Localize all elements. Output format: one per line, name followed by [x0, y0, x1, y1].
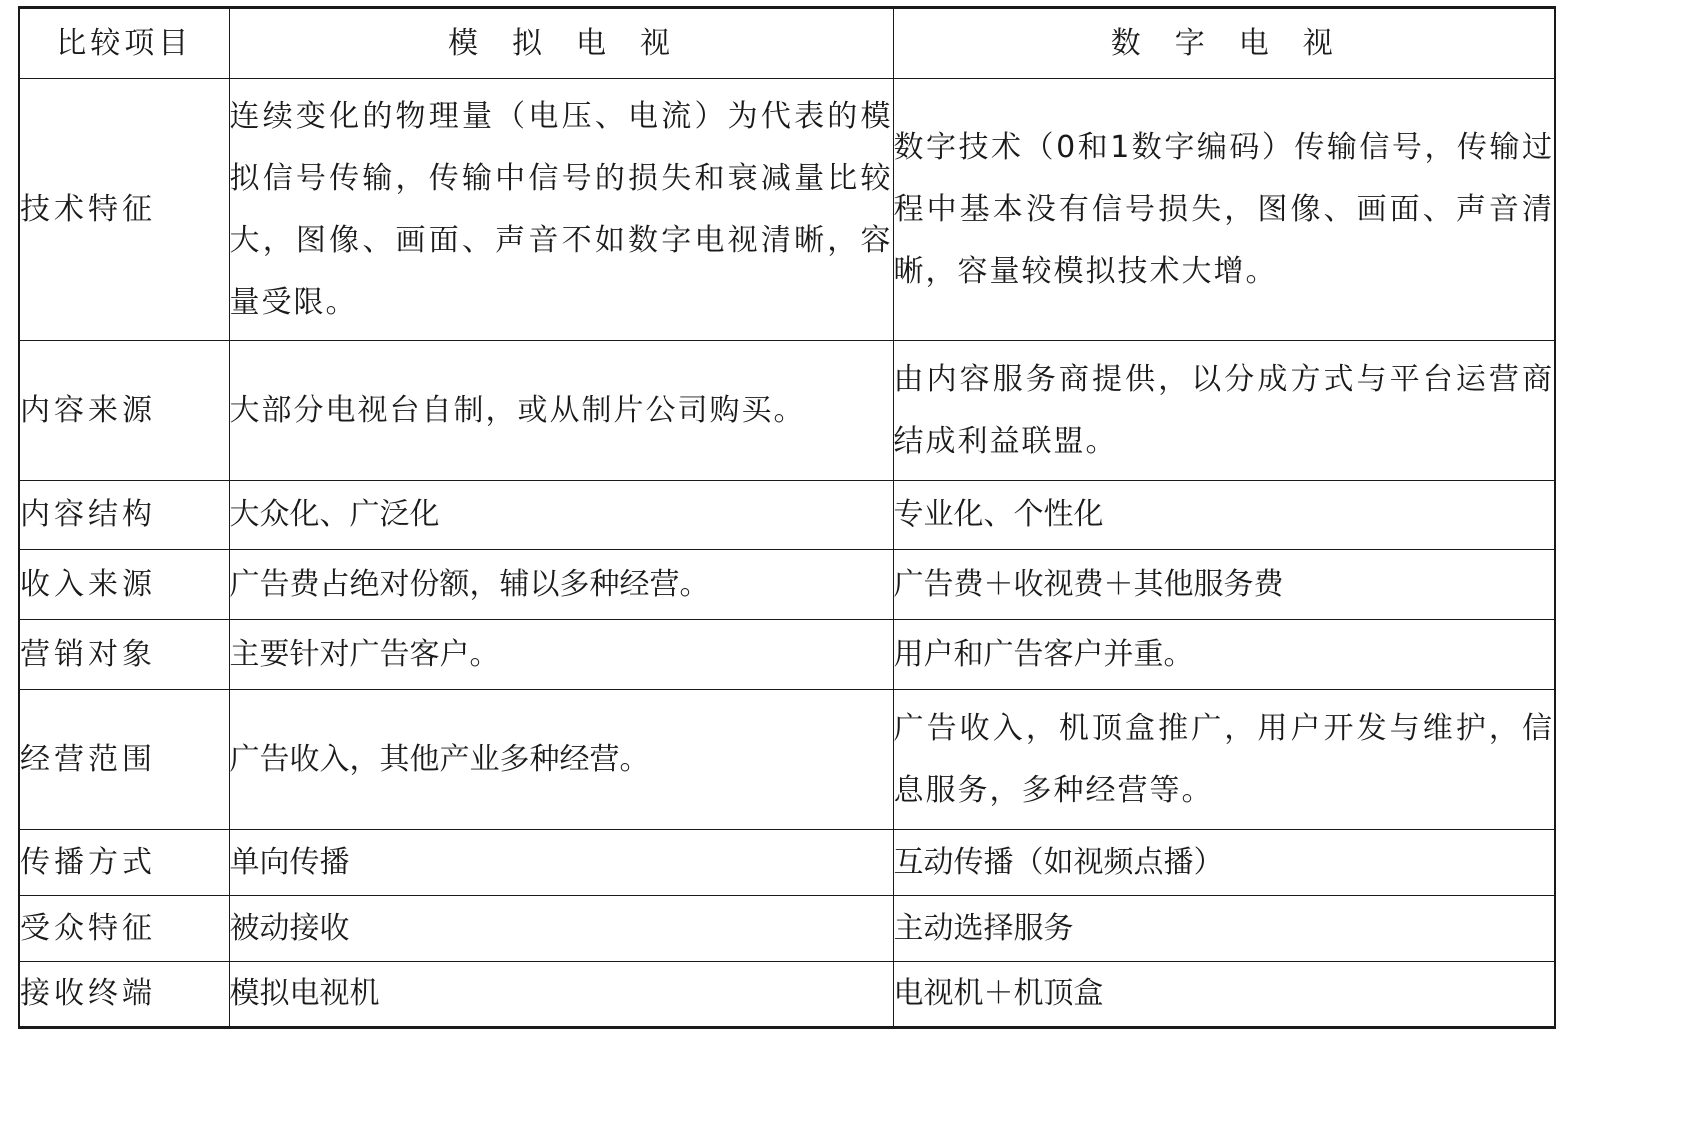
table-header-row [19, 8, 1555, 79]
table-row [19, 896, 1555, 962]
header-analog-tv: 模拟电视 [229, 8, 893, 79]
digital-cell: 数字技术（0和1数字编码）传输信号，传输过程中基本没有信号损失，图像、画面、声音清晰，容量较模拟技术大增。 [893, 79, 1555, 341]
analog-cell: 大众化、广泛化 [229, 481, 893, 550]
row-label: 内容来源 [19, 341, 229, 481]
table-row [19, 341, 1555, 481]
header-item: 比较项目 [19, 8, 229, 79]
table-row [19, 481, 1555, 550]
digital-cell: 由内容服务商提供，以分成方式与平台运营商结成利益联盟。 [893, 341, 1555, 481]
row-label: 技术特征 [19, 79, 229, 341]
analog-cell: 广告费占绝对份额，辅以多种经营。 [229, 550, 893, 620]
table-row [19, 962, 1555, 1028]
table-row [19, 79, 1555, 341]
digital-cell: 主动选择服务 [893, 896, 1555, 962]
row-label: 收入来源 [19, 550, 229, 620]
row-label: 内容结构 [19, 481, 229, 550]
analog-cell: 广告收入，其他产业多种经营。 [229, 690, 893, 830]
analog-cell: 模拟电视机 [229, 962, 893, 1028]
header-digital-tv: 数字电视 [893, 8, 1555, 79]
row-label: 受众特征 [19, 896, 229, 962]
comparison-table [18, 6, 1556, 1029]
digital-cell: 互动传播（如视频点播） [893, 830, 1555, 896]
row-label: 经营范围 [19, 690, 229, 830]
table-row [19, 550, 1555, 620]
row-label: 接收终端 [19, 962, 229, 1028]
table-row [19, 620, 1555, 690]
table-row [19, 690, 1555, 830]
analog-cell: 被动接收 [229, 896, 893, 962]
row-label: 营销对象 [19, 620, 229, 690]
digital-cell: 电视机＋机顶盒 [893, 962, 1555, 1028]
table-row [19, 830, 1555, 896]
analog-cell: 连续变化的物理量（电压、电流）为代表的模拟信号传输，传输中信号的损失和衰减量比较大，图像、画面、声音不如数字电视清晰，容量受限。 [229, 79, 893, 341]
analog-cell: 单向传播 [229, 830, 893, 896]
analog-cell: 主要针对广告客户。 [229, 620, 893, 690]
digital-cell: 广告收入，机顶盒推广，用户开发与维护，信息服务，多种经营等。 [893, 690, 1555, 830]
digital-cell: 用户和广告客户并重。 [893, 620, 1555, 690]
digital-cell: 专业化、个性化 [893, 481, 1555, 550]
row-label: 传播方式 [19, 830, 229, 896]
digital-cell: 广告费＋收视费＋其他服务费 [893, 550, 1555, 620]
analog-cell: 大部分电视台自制，或从制片公司购买。 [229, 341, 893, 481]
